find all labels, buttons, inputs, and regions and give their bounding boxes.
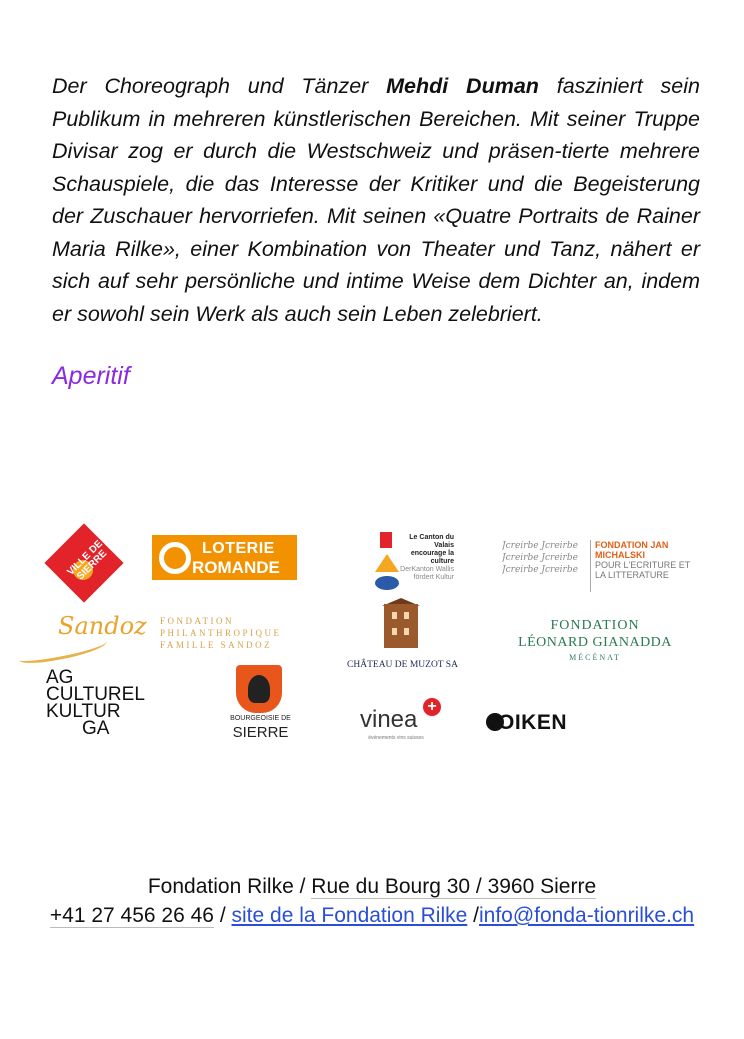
aperitif-heading: Aperitif xyxy=(52,362,130,390)
canton-valais-logo xyxy=(372,532,462,594)
artist-name: Mehdi Duman xyxy=(386,74,539,98)
bourgeoisie-sierre-text: SIERRE xyxy=(232,724,289,741)
bourgeoisie-text: BOURGEOISIE DE xyxy=(230,715,291,722)
vinea-logo xyxy=(360,698,450,748)
gianadda-line1: FONDATION xyxy=(550,618,640,633)
michalski-subtitle: POUR L'ECRITURE ET LA LITTERATURE xyxy=(595,560,691,580)
figure-icon xyxy=(248,675,270,703)
sandoz-word: Sandoz xyxy=(58,612,147,640)
intro-text-rest: fasziniert sein Publikum in mehreren künstlerischen Bereichen. Mit seiner Truppe Divisar zog er durch die Westschweiz und präsen-tierte mehrere Schauspiele, die das Interesse der Kritiker und die Begeisterung der Zuschauer hervorriefen. Mit seinen «Quatre Portraits de Rainer Maria Rilke», einer Kombination von Theater und Tanz, nähert er sich auf sehr persönliche und intime Weise dem Dichter an, indem er sowohl sein Werk als auch sein Leben zelebriert. xyxy=(52,74,700,326)
muzot-label: CHÂTEAU DE MUZOT SA xyxy=(347,660,458,670)
fondation-gianadda-logo xyxy=(505,618,685,665)
sandoz-logo xyxy=(18,608,147,663)
footer-contact xyxy=(40,872,704,930)
valais-text-fr: Le Canton du Valais encourage la culture xyxy=(409,534,454,565)
footer-line-address xyxy=(40,872,704,901)
footer-phone[interactable]: +41 27 456 26 46 xyxy=(49,904,214,927)
chateau-de-muzot-logo xyxy=(340,604,465,674)
tower-icon xyxy=(384,604,418,648)
ville-de-sierre-logo xyxy=(45,524,123,602)
bourgeoisie-sierre-logo xyxy=(228,665,293,743)
fondation-jan-michalski-logo xyxy=(502,538,702,594)
footer-line-links xyxy=(40,901,704,930)
valais-shapes-icon xyxy=(374,532,400,594)
ring-icon xyxy=(159,542,191,574)
separator: / xyxy=(467,904,479,927)
site-link[interactable]: site de la Fondation Rilke xyxy=(231,904,468,927)
divider xyxy=(590,540,591,592)
ag-line4: GA xyxy=(82,718,110,739)
separator: / xyxy=(213,904,232,927)
vinea-subtitle: événements vins suisses xyxy=(368,735,424,741)
intro-text-start: Der Choreograph und Tänzer xyxy=(52,74,387,98)
plus-icon: + xyxy=(423,698,441,716)
valais-text-de: DerKanton Wallis fördert Kultur xyxy=(400,566,454,581)
gianadda-line3: MÉCÉNAT xyxy=(569,653,621,662)
loterie-text: LOTERIE xyxy=(202,540,275,557)
michalski-title: FONDATION JAN MICHALSKI xyxy=(595,540,669,560)
footer-address: Rue du Bourg 30 / 3960 Sierre xyxy=(311,875,597,898)
footer-org: Fondation Rilke / xyxy=(147,875,312,898)
romande-text: ROMANDE xyxy=(192,558,280,577)
ag-culturel-logo xyxy=(46,669,145,737)
gianadda-line2: LÉONARD GIANADDA xyxy=(518,635,672,650)
fondation-philanthropique-logo: FONDATION PHILANTHROPIQUE FAMILLE SANDOZ xyxy=(160,616,282,650)
ag-line2: CULTUREL xyxy=(46,684,145,705)
ag-line3: KULTUR xyxy=(46,701,121,722)
ville-de-sierre-text: VILLE DE SIERRE xyxy=(65,538,110,583)
loterie-romande-logo xyxy=(152,535,297,580)
michalski-scribble: Jcreirbe Jcreirbe Jcreirbe Jcreirbe Jcreirbe Jcreirbe xyxy=(502,541,578,575)
vinea-word: vinea xyxy=(360,706,418,733)
ag-line1: AG xyxy=(46,667,74,688)
email-link[interactable]: info@fonda-tionrilke.ch xyxy=(478,904,695,927)
intro-paragraph xyxy=(52,70,700,330)
oiken-word: OIKEN xyxy=(498,711,568,734)
